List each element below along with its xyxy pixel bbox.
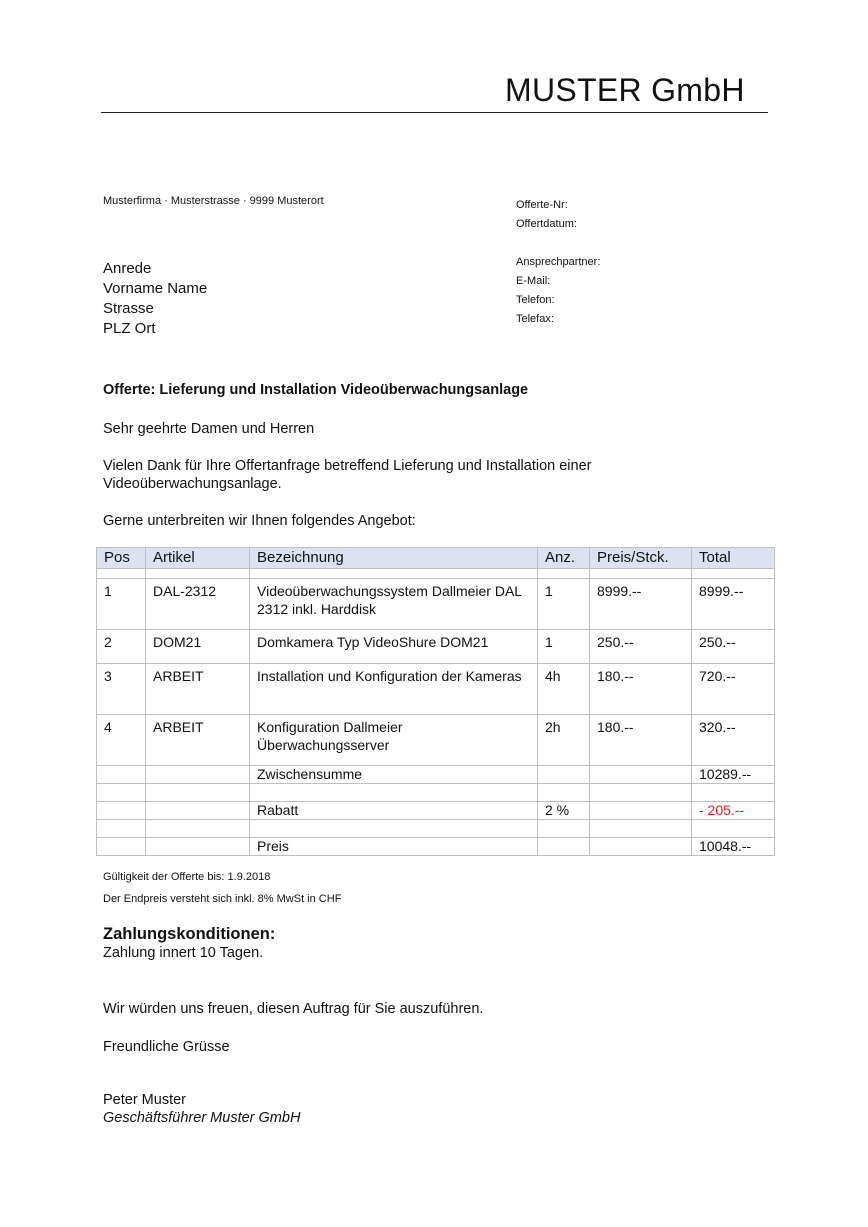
sender-line: Musterfirma · Musterstrasse · 9999 Musterort (103, 195, 324, 207)
col-header-total: Total (692, 548, 775, 569)
vat-note: Der Endpreis versteht sich inkl. 8% MwSt in CHF (103, 893, 342, 905)
cell-qty: 4h (538, 664, 590, 715)
price-row (97, 838, 775, 856)
cell-total: 320.-- (692, 715, 775, 766)
price-value: 10048.-- (692, 838, 775, 856)
recipient-city: PLZ Ort (103, 320, 156, 337)
cell-description: Installation und Konfiguration der Kameras (250, 664, 538, 715)
cell-description: Konfiguration Dallmeier Überwachungsserver (250, 715, 538, 766)
spacer-row (97, 569, 775, 579)
cell-pos: 2 (97, 630, 146, 664)
subtotal-label: Zwischensumme (250, 766, 538, 784)
discount-row (97, 802, 775, 820)
cell-unit-price: 180.-- (590, 664, 692, 715)
subtotal-value: 10289.-- (692, 766, 775, 784)
cell-article: ARBEIT (146, 664, 250, 715)
lead-in-text: Gerne unterbreiten wir Ihnen folgendes Angebot: (103, 513, 416, 529)
cell-total: 720.-- (692, 664, 775, 715)
offer-subject: Offerte: Lieferung und Installation Videoüberwachungsanlage (103, 382, 529, 398)
col-header-description: Bezeichnung (250, 548, 538, 569)
col-header-article: Artikel (146, 548, 250, 569)
meta-phone: Telefon: (516, 294, 555, 306)
table-row (97, 630, 775, 664)
cell-qty: 1 (538, 579, 590, 630)
meta-offer-nr: Offerte-Nr: (516, 199, 568, 211)
cell-pos: 3 (97, 664, 146, 715)
spacer-row (97, 784, 775, 802)
cell-qty: 1 (538, 630, 590, 664)
discount-value: - 205.-- (692, 802, 775, 820)
cell-total: 8999.-- (692, 579, 775, 630)
table-row (97, 579, 775, 630)
discount-percent: 2 % (538, 802, 590, 820)
offer-notes (103, 866, 341, 910)
cell-qty: 2h (538, 715, 590, 766)
signature-name: Peter Muster (103, 1092, 186, 1108)
recipient-name: Vorname Name (103, 280, 208, 297)
cell-unit-price: 180.-- (590, 715, 692, 766)
col-header-unit-price: Preis/Stck. (590, 548, 692, 569)
recipient-salutation: Anrede (103, 260, 152, 277)
cell-unit-price: 250.-- (590, 630, 692, 664)
price-label: Preis (250, 838, 538, 856)
recipient-address (103, 259, 207, 339)
meta-email: E-Mail: (516, 275, 551, 287)
meta-offer-date: Offertdatum: (516, 218, 577, 230)
salutation: Sehr geehrte Damen und Herren (103, 421, 315, 437)
cell-total: 250.-- (692, 630, 775, 664)
cell-pos: 1 (97, 579, 146, 630)
subtotal-row (97, 766, 775, 784)
cell-description: Videoüberwachungssystem Dallmeier DAL 2312 inkl. Harddisk (250, 579, 538, 630)
intro-text: Vielen Dank für Ihre Offertanfrage betreffend Lieferung und Installation einer Videoüberwachungsanlage. (103, 458, 592, 492)
meta-fax: Telefax: (516, 313, 554, 325)
cell-unit-price: 8999.-- (590, 579, 692, 630)
recipient-street: Strasse (103, 300, 154, 317)
offer-table (96, 547, 775, 856)
spacer-row (97, 820, 775, 838)
cell-pos: 4 (97, 715, 146, 766)
closing-text: Wir würden uns freuen, diesen Auftrag für Sie auszuführen. (103, 1001, 484, 1017)
payment-title: Zahlungskonditionen: (103, 925, 276, 943)
meta-contact: Ansprechpartner: (516, 256, 601, 268)
table-row (97, 715, 775, 766)
col-header-pos: Pos (97, 548, 146, 569)
cell-description: Domkamera Typ VideoShure DOM21 (250, 630, 538, 664)
header-rule (101, 112, 768, 113)
regards-text: Freundliche Grüsse (103, 1039, 230, 1055)
discount-label: Rabatt (250, 802, 538, 820)
table-header-row (97, 548, 775, 569)
cell-article: DOM21 (146, 630, 250, 664)
validity-note: Gültigkeit der Offerte bis: 1.9.2018 (103, 871, 271, 883)
cell-article: ARBEIT (146, 715, 250, 766)
cell-article: DAL-2312 (146, 579, 250, 630)
signature-role: Geschäftsführer Muster GmbH (103, 1110, 301, 1126)
table-row (97, 664, 775, 715)
col-header-qty: Anz. (538, 548, 590, 569)
company-name: MUSTER GmbH (505, 72, 745, 108)
payment-text: Zahlung innert 10 Tagen. (103, 945, 264, 961)
